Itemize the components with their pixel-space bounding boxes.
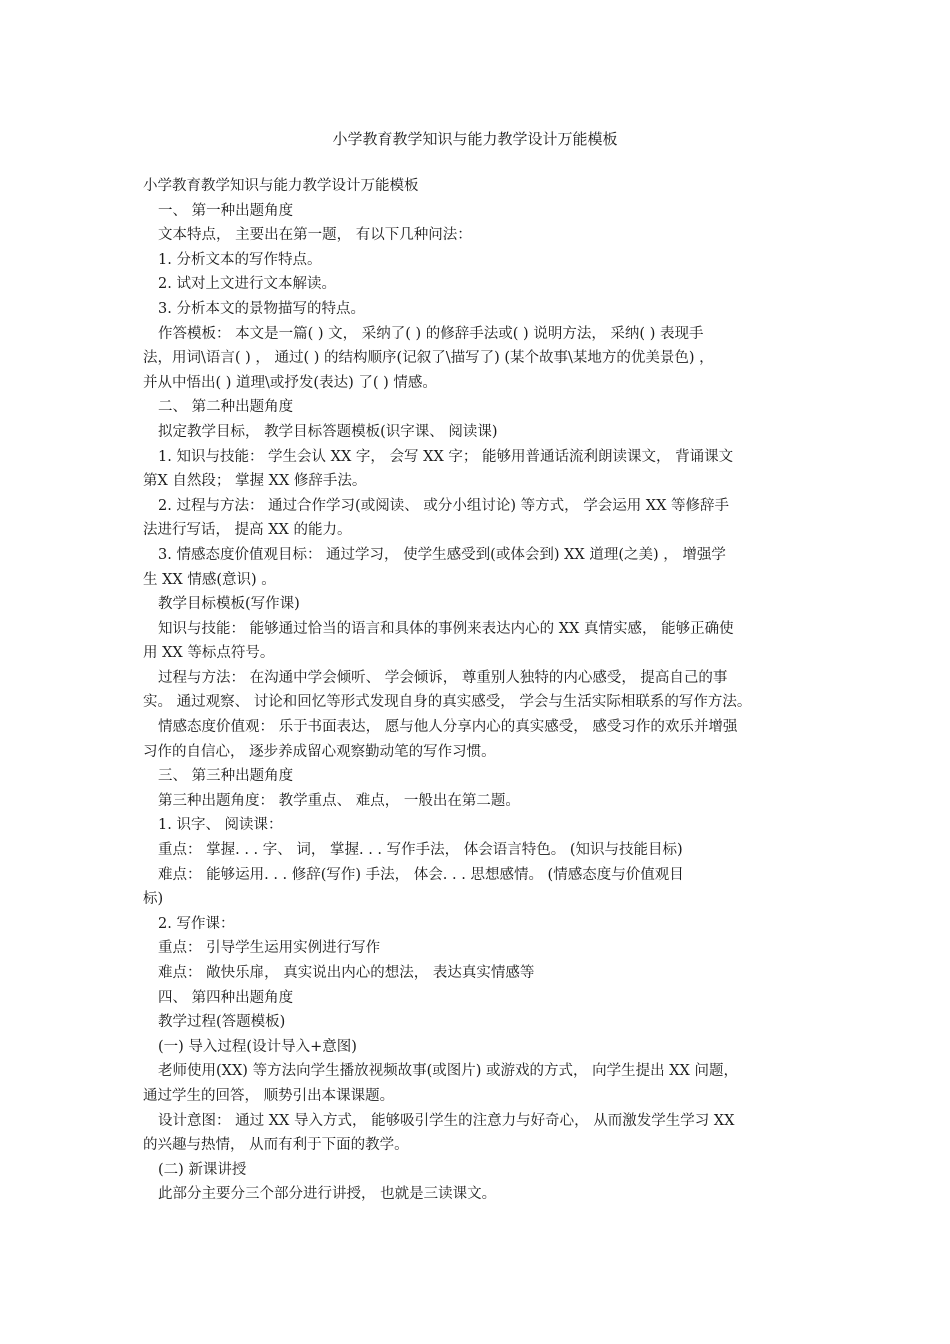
- text-line: 实。 通过观察、 讨论和回忆等形式发现自身的真实感受， 学会与生活实际相联系的写作方法。: [143, 694, 752, 711]
- text-line: 情感态度价值观： 乐于书面表达， 愿与他人分享内心的真实感受， 感受习作的欢乐并增强: [158, 719, 738, 736]
- text-line: (一) 导入过程(设计导入+意图): [158, 1038, 357, 1055]
- text-line: 过程与方法： 在沟通中学会倾听、 学会倾诉， 尊重别人独特的内心感受， 提高自己的事: [158, 669, 728, 686]
- text-line: 的兴趣与热情， 从而有利于下面的教学。: [143, 1137, 409, 1154]
- text-line: (二) 新课讲授: [158, 1161, 247, 1178]
- text-line: 三、 第三种出题角度: [158, 768, 294, 785]
- text-line: 法，用词\语言( ) ， 通过( ) 的结构顺序(记叙了\描写了) (某个故事\某地方的优美景色) ，: [143, 350, 714, 367]
- text-line: 二、 第二种出题角度: [158, 399, 294, 416]
- text-line: 重点： 掌握. . . 字、 词， 掌握. . . 写作手法， 体会语言特色。 (知识与技能目标): [158, 842, 683, 859]
- text-line: 2. 过程与方法： 通过合作学习(或阅读、 或分小组讨论) 等方式， 学会运用 XX 等修辞手: [158, 497, 730, 514]
- text-line: 设计意图： 通过 XX 导入方式， 能够吸引学生的注意力与好奇心， 从而激发学生学习 XX: [158, 1112, 735, 1129]
- text-line: 标): [143, 891, 164, 908]
- text-line: 3. 情感态度价值观目标： 通过学习， 使学生感受到(或体会到) XX 道理(之美) ， 增强学: [158, 546, 726, 563]
- text-line: 并从中悟出( ) 道理\或抒发(表达) 了( ) 情感。: [143, 374, 437, 391]
- text-line: 此部分主要分三个部分进行讲授， 也就是三读课文。: [158, 1186, 497, 1203]
- text-line: 作答模板： 本文是一篇( ) 文， 采纳了( ) 的修辞手法或( ) 说明方法， 采纳( ) 表现手: [158, 325, 704, 342]
- text-line: 教学过程(答题模板): [158, 1014, 286, 1031]
- text-line: 1. 知识与技能： 学生会认 XX 字， 会写 XX 字； 能够用普通话流利朗读课文， 背诵课文: [158, 448, 734, 465]
- text-line: 生 XX 情感(意识) 。: [143, 571, 276, 588]
- text-line: 2. 试对上文进行文本解读。: [158, 276, 336, 293]
- text-line: 四、 第四种出题角度: [158, 989, 294, 1006]
- text-line: 小学教育教学知识与能力教学设计万能模板: [143, 178, 419, 194]
- text-line: 重点： 引导学生运用实例进行写作: [158, 940, 381, 957]
- text-line: 知识与技能： 能够通过恰当的语言和具体的事例来表达内心的 XX 真情实感， 能够正确使: [158, 620, 734, 637]
- text-line: 拟定教学目标， 教学目标答题模板(识字课、 阅读课): [158, 423, 498, 440]
- text-line: 3. 分析本文的景物描写的特点。: [158, 300, 365, 317]
- text-line: 习作的自信心， 逐步养成留心观察勤动笔的写作习惯。: [143, 743, 496, 760]
- text-line: 老师使用(XX) 等方法向学生播放视频故事(或图片) 或游戏的方式， 向学生提出 XX 问题，: [158, 1063, 738, 1080]
- document-body: [143, 174, 823, 1207]
- text-line: 通过学生的回答， 顺势引出本课课题。: [143, 1087, 395, 1104]
- text-line: 一、 第一种出题角度: [158, 202, 294, 219]
- text-line: 难点： 能够运用. . . 修辞(写作) 手法， 体会. . . 思想感情。 (情感态度与价值观目: [158, 866, 684, 883]
- text-line: 第三种出题角度： 教学重点、 难点， 一般出在第二题。: [158, 792, 520, 809]
- text-line: 文本特点， 主要出在第一题， 有以下几种问法：: [158, 227, 472, 244]
- text-line: 2. 写作课：: [158, 915, 235, 932]
- text-line: 第X 自然段； 掌握 XX 修辞手法。: [143, 473, 367, 490]
- text-line: 法进行写话， 提高 XX 的能力。: [143, 522, 352, 539]
- text-line: 教学目标模板(写作课): [158, 596, 300, 613]
- text-line: 1. 分析文本的写作特点。: [158, 251, 322, 268]
- text-line: 1. 识字、 阅读课：: [158, 817, 283, 834]
- text-line: 难点： 敞快乐扉， 真实说出内心的想法， 表达真实情感等: [158, 965, 535, 981]
- text-line: 用 XX 等标点符号。: [143, 645, 275, 662]
- document-title: 小学教育教学知识与能力教学设计万能模板: [332, 130, 618, 148]
